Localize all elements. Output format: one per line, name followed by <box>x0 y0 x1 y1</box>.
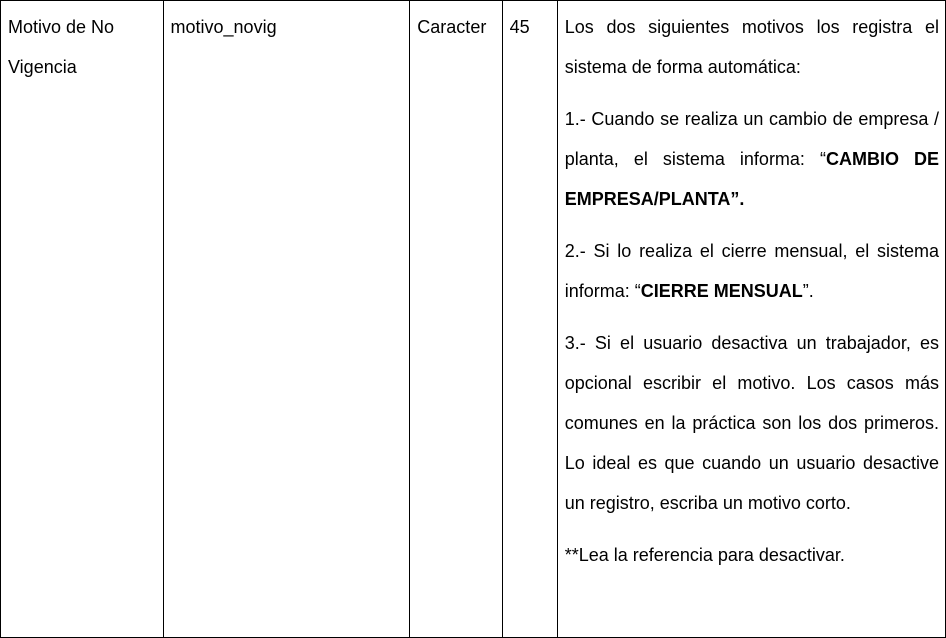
data-type: Caracter <box>417 17 487 37</box>
description-cell <box>557 1 945 638</box>
description <box>558 1 945 575</box>
item-1-bold-value: CAMBIO DE EMPRESA/PLANTA”. <box>564 149 939 209</box>
length-cell <box>502 1 557 638</box>
description-item-1 <box>565 99 939 219</box>
item-1-text: 1.- Cuando se realiza un cambio de empresa / planta, el sistema informa: “ <box>564 109 939 169</box>
data-type-cell <box>410 1 502 638</box>
item-2-bold-value: CIERRE MENSUAL <box>640 281 803 301</box>
description-note: **Lea la referencia para desactivar. <box>564 545 845 565</box>
item-2-text: 2.- Si lo realiza el cierre mensual, el sistema informa: “ <box>564 241 939 301</box>
item-2-end: ”. <box>802 281 814 301</box>
field-name-cell <box>1 1 164 638</box>
field-name: Motivo de No Vigencia <box>8 17 115 77</box>
description-intro: Los dos siguientes motivos los registra el sistema de forma automática: <box>564 17 939 77</box>
description-item-2 <box>565 231 939 311</box>
field-length: 45 <box>509 17 530 37</box>
description-item-3: 3.- Si el usuario desactiva un trabajador, es opcional escribir el motivo. Los casos más comunes en la práctica son los dos primeros. Lo ideal es que cuando un usuario desactive un registro, escriba un motivo corto. <box>564 333 939 513</box>
table-row <box>1 1 946 638</box>
column-name: motivo_novig <box>170 17 277 37</box>
column-name-cell <box>163 1 410 638</box>
